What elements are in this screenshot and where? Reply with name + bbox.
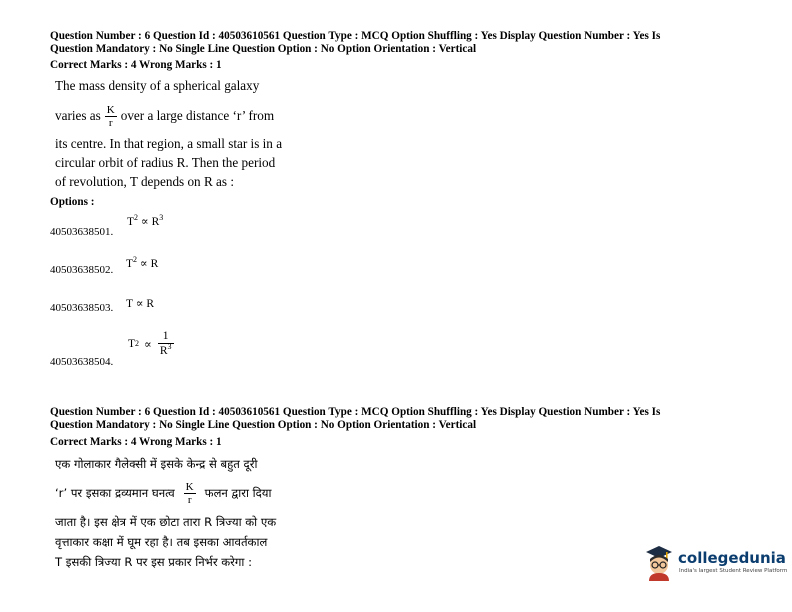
logo-tagline: India's largest Student Review Platform — [679, 568, 788, 574]
option-2-base-exp: 2 — [133, 255, 138, 264]
q1-text-line4: circular orbit of radius R. Then the period — [55, 155, 276, 170]
proportional-symbol: ∝ — [135, 298, 144, 310]
q1-density-fraction — [105, 104, 117, 129]
q1-text-line2 — [55, 101, 274, 131]
option-4-frac-den — [158, 343, 174, 358]
option-3-rhs: R — [146, 298, 155, 310]
option-4-frac-num: 1 — [162, 330, 169, 342]
option-3-expression[interactable] — [126, 296, 154, 310]
q2-text-line2-pre: ‘r’ पर इसका द्रव्यमान घनत्व — [55, 486, 175, 500]
proportional-symbol: ∝ — [140, 216, 149, 228]
proportional-symbol: ∝ — [144, 338, 152, 351]
q1-marks: Correct Marks : 4 Wrong Marks : 1 — [50, 59, 222, 71]
option-4-base: T — [128, 337, 136, 350]
q2-marks: Correct Marks : 4 Wrong Marks : 1 — [50, 436, 222, 448]
q2-meta-line1: Question Number : 6 Question Id : 40503610561 Question Type : MCQ Option Shuffling : Yes Display Question Number : Yes Is — [50, 406, 661, 418]
q1-text-line2-post: over a large distance ‘r’ from — [120, 108, 275, 123]
option-1-expression[interactable] — [127, 214, 163, 228]
option-4-fraction — [158, 329, 174, 358]
options-label: Options : — [50, 196, 95, 208]
option-4-expression[interactable]: T 2 ∝ $\frac{1}{R^3}$ — [128, 330, 172, 357]
option-4-id: 40503638504. — [50, 356, 114, 368]
option-3-base: T — [126, 298, 133, 310]
collegedunia-logo[interactable] — [642, 541, 788, 585]
q2-text-line2 — [55, 478, 272, 508]
option-1-id: 40503638501. — [50, 226, 114, 238]
graduate-mascot-icon — [642, 543, 676, 581]
q1-frac-num: K — [106, 103, 115, 116]
option-1-base: T — [127, 216, 135, 228]
q2-text-line4: वृत्ताकार कक्षा में घूम रहा है। तब इसका आवर्तकाल — [55, 535, 268, 549]
q2-text-line1: एक गोलाकार गैलेक्सी में इसके केन्द्र से बहुत दूरी — [55, 457, 258, 471]
option-4-frac-den-base: R — [159, 345, 168, 357]
q1-frac-den: r — [105, 116, 117, 129]
q2-text-line3: जाता है। इस क्षेत्र में एक छोटा तारा R त्रिज्या को एक — [55, 515, 277, 529]
q1-meta-line2: Question Mandatory : No Single Line Question Option : No Option Orientation : Vertical — [50, 43, 477, 55]
option-2-expression[interactable] — [126, 256, 158, 270]
option-1-base-exp: 2 — [134, 213, 139, 222]
q1-text-line1: The mass density of a spherical galaxy — [55, 78, 260, 93]
q2-meta-line2: Question Mandatory : No Single Line Question Option : No Option Orientation : Vertical — [50, 419, 477, 431]
q2-text-line5: T इसकी त्रिज्या R पर इस प्रकार निर्भर करेगा : — [55, 555, 253, 569]
q2-density-fraction — [184, 481, 196, 506]
option-1-rhs: R — [151, 216, 160, 228]
q2-text-line2-post: फलन द्वारा दिया — [204, 486, 272, 500]
q1-text-line3: its centre. In that region, a small star is in a — [55, 136, 283, 151]
proportional-symbol: ∝ — [139, 258, 148, 270]
option-3-id: 40503638503. — [50, 302, 114, 314]
option-4-frac-den-exp: 3 — [167, 342, 172, 351]
option-1-rhs-exp: 3 — [159, 213, 164, 222]
option-2-id: 40503638502. — [50, 264, 114, 276]
q1-meta-line1: Question Number : 6 Question Id : 40503610561 Question Type : MCQ Option Shuffling : Yes Display Question Number : Yes Is — [50, 30, 661, 42]
option-2-base: T — [126, 258, 134, 270]
option-2-rhs: R — [150, 258, 159, 270]
q2-frac-num: K — [185, 480, 194, 493]
logo-name: collegedunia — [678, 549, 786, 567]
q2-frac-den: r — [184, 493, 196, 506]
q1-text-line5: of revolution, T depends on R as : — [55, 174, 234, 189]
q1-text-line2-pre: varies as — [55, 108, 101, 123]
